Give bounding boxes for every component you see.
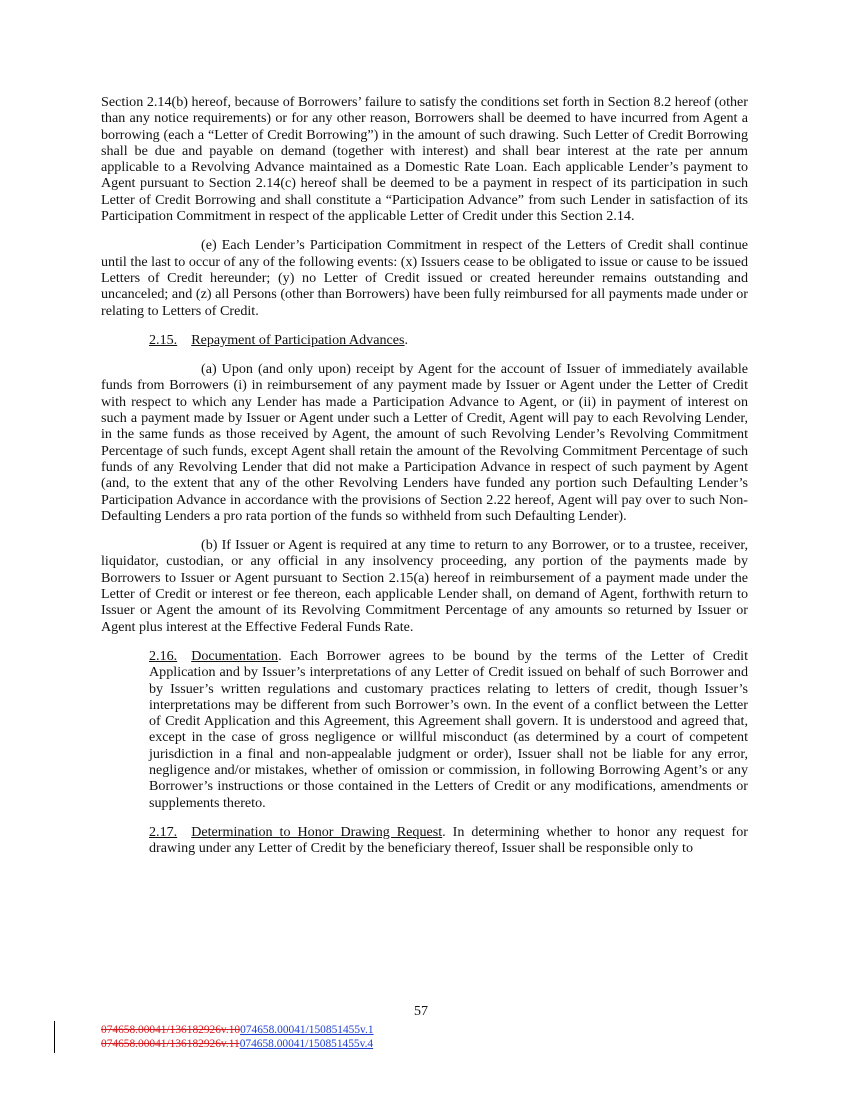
document-id-line-2 [101, 1038, 373, 1051]
paragraph-2-15-b: (b) If Issuer or Agent is required at any time to return to any Borrower, or to a trustee, receiver, liquidator, custodian, or any official in any insolvency proceeding, any portion of the payments made by Borrowers to Issuer or Agent pursuant to Section 2.15(a) hereof in reimbursement of a payment made under the Letter of Credit or interest or fee thereon, each applicable Lender shall, on demand of Agent, forthwith return to Issuer or Agent the amount of its Revolving Commitment Percentage of any amounts so returned by Issuer or Agent plus interest at the Effective Federal Funds Rate. [101, 537, 748, 635]
section-number: 2.16. [149, 647, 178, 664]
inserted-doc-id: 074658.00041/150851455v.1 [240, 1024, 374, 1036]
document-body [101, 94, 748, 869]
page-number: 57 [414, 1004, 428, 1019]
section-text: . In determining whether to honor any request for drawing under any Letter of Credit by the beneficiary thereof, Issuer shall be responsible only to [149, 823, 748, 857]
change-bar [54, 1021, 55, 1053]
paragraph-2-15-a: (a) Upon (and only upon) receipt by Agent for the account of Issuer of immediately available funds from Borrowers (i) in reimbursement of any payment made by Issuer or Agent under the Letter of Credit with respect to which any Lender has made a Participation Advance to Agent, or (ii) in payment of interest on such a payment made by Issuer or Agent under such a Letter of Credit, Agent will pay to each Revolving Lender, in the same funds as those received by Agent, the amount of such Revolving Lender’s Revolving Commitment Percentage of such funds, except Agent shall retain the amount of the Revolving Commitment Percentage of such funds of any Revolving Lender that did not make a Participation Advance in respect of such payment by Agent (and, to the extent that any of the other Revolving Lenders have funded any portion such Defaulting Lender’s Participation Advance in accordance with the provisions of Section 2.22 hereof, Agent will pay over to such Non-Defaulting Lenders a pro rata portion of the funds so withheld from such Defaulting Lender). [101, 361, 748, 524]
document-id-line-1 [101, 1024, 374, 1037]
section-title-period: . [404, 331, 409, 348]
section-text: . Each Borrower agrees to be bound by the terms of the Letter of Credit Application and by Issuer’s interpretations of any Letter of Credit issued on behalf of such Borrower and by Issuer’s written regulations and customary practices relating to letters of credit, though Issuer’s interpretations may be different from such Borrower’s own. In the event of a conflict between the Letter of Credit Application and this Agreement, this Agreement shall govern. It is understood and agreed that, except in the case of gross negligence or willful misconduct (as determined by a court of competent jurisdiction in a final and non-appealable judgment or order), Issuer shall not be liable for any error, negligence and/or mistakes, whether of omission or commission, in following Borrowing Agent’s or any Borrower’s instructions or those contained in the Letters of Credit or any modifications, amendments or supplements thereto. [149, 647, 748, 811]
paragraph-intro: Section 2.14(b) hereof, because of Borrowers’ failure to satisfy the conditions set forth in Section 8.2 hereof (other than any notice requirements) or for any other reason, Borrowers shall be deemed to have incurred from Agent a borrowing (each a “Letter of Credit Borrowing”) in the amount of such drawing. Such Letter of Credit Borrowing shall be due and payable on demand (together with interest) and shall bear interest at the rate per annum applicable to a Revolving Advance maintained as a Domestic Rate Loan. Each applicable Lender’s payment to Agent pursuant to Section 2.14(c) hereof shall be deemed to be a payment in respect of its participation in such Letter of Credit Borrowing and shall constitute a “Participation Advance” from such Lender in satisfaction of its Participation Commitment in respect of the applicable Letter of Credit under this Section 2.14. [101, 94, 748, 225]
inserted-doc-id: 074658.00041/150851455v.4 [239, 1038, 374, 1050]
paragraph-2-14-e: (e) Each Lender’s Participation Commitment in respect of the Letters of Credit shall continue until the last to occur of any of the following events: (x) Issuers cease to be obligated to issue or cause to be issued Letters of Credit hereunder; (y) no Letter of Credit issued or created hereunder remains outstanding and uncanceled; and (z) all Persons (other than Borrowers) have been fully reimbursed for all payments made under or relating to Letters of Credit. [101, 237, 748, 319]
section-number: 2.17. [149, 823, 178, 840]
section-title: Documentation [191, 647, 279, 664]
section-heading-2-15 [101, 332, 748, 348]
section-number: 2.15. [149, 331, 178, 348]
section-title: Repayment of Participation Advances [191, 331, 405, 348]
deleted-doc-id: 074658.00041/136182926v.10 [101, 1024, 241, 1036]
section-title: Determination to Honor Drawing Request [191, 823, 443, 840]
deleted-doc-id: 074658.00041/136182926v.11 [101, 1038, 240, 1050]
section-2-16 [101, 648, 748, 811]
section-2-17 [101, 824, 748, 857]
